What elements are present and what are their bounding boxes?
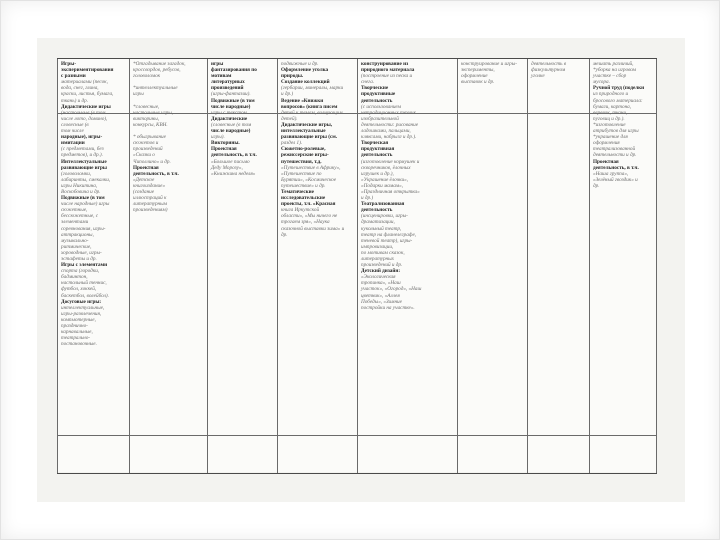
table-column-8 [589,59,657,473]
cell-text-line: деятельность, в т.ч. [133,170,179,177]
cell-text-line: карнавальные, [61,329,93,336]
cell-text-line: числе народные) игры [61,201,110,208]
cell-text-line: бумаги, картона, [593,103,632,110]
cell-text-line: «Экологическая [361,274,396,281]
cell-text-line: уголке [531,73,545,80]
cell-text-line: деятельность, в т.ч. [211,152,257,159]
cell-text-line: (настольные (в том [61,109,106,116]
cell-text-line: деятельности: рисование [361,121,419,128]
cell-text-line: оформление [461,73,488,80]
cell-text-line: *украшение для [593,134,628,141]
cell-text-line: Викторины. [211,140,240,147]
cell-text-line: конкурсы, КВН. [133,121,168,128]
cell-text-line: (игры-фантазии). [211,91,251,98]
cell-text-line: музыкально- [61,237,89,244]
cell-text-line: детей к темам, волнующим [281,109,343,116]
cell-text-line: веревок, ткани, [593,109,628,116]
cell-text-line: (гербарии, минералы, марки [281,85,344,92]
cell-text-line: головоломок [133,73,161,80]
cell-text-line: Проектная [211,146,237,153]
cell-text-line: предметов), и др.). [61,152,103,159]
cell-text-line: «Книжкина неделя» [211,170,256,177]
cell-text-line: игры). [211,134,225,141]
cell-text-line: футбол, хоккей, [61,286,97,293]
cell-text-line: книгоиздание» [133,182,166,189]
cell-text-line: Досуговые игры: [61,298,102,305]
cell-text-line: развивающие игры [61,164,107,171]
cell-text-line: *интеллектуальные [133,85,178,92]
cell-text-line: сюжетные, [61,207,88,214]
cell-text-line: деятельность [361,152,393,159]
cell-text-line: режиссерские игры- [281,152,329,159]
cell-text-line: сюжетов и [133,140,159,147]
cell-text-line: том числе [61,128,84,135]
cell-text-line: * обыгрывание [133,134,166,141]
cell-text-line: деятельность, в т.ч. [593,164,639,171]
cell-text-line: празднично- [61,323,88,330]
cell-text-line: (создание [133,188,155,195]
cell-text-line: компьютерные, [61,316,96,323]
cell-text-line: произведений [133,146,163,153]
cell-text-line: литературных [211,79,245,86]
cell-text-line: вопросов» (книга писем [281,103,338,110]
cell-text-line: бадминтон, [61,274,88,281]
cell-text-line: развивающие игры (см. [281,134,338,141]
cell-text-line: игры [211,61,224,67]
cell-text-line: атрибутов для игры [593,128,639,135]
cell-text-line: конструирование из [361,61,409,67]
cell-text-line: викторины, [133,115,160,122]
cell-text-line: «Украшение ёлочки», [361,176,409,183]
cell-text-line: деятельность [361,97,393,104]
table-grid [57,58,657,474]
cell-text-line: игры-развлечения, [61,310,102,317]
cell-text-line: аттракционы, [61,231,94,238]
cell-text-line: подвижные и др. [281,61,319,67]
cell-text-line: числе народные) [211,103,251,110]
cell-text-line: произведений [211,85,244,92]
scanned-page [37,38,685,502]
cell-text-line: театрализованной [593,146,636,153]
cell-text-line: «Путешествие в Африку», [281,164,341,171]
cell-text-line: литературным [133,201,167,208]
cell-text-line: *изготовление [593,121,626,128]
cell-text-line: постановочные. [61,341,97,348]
cell-text-line: Подвижные (в том [61,195,105,202]
cell-text-line: настольные игры, [133,109,174,116]
cell-text-line: (с использованием [361,103,401,110]
cell-text-line: (изготовление кормушек и [361,158,420,165]
cell-text-line: «Сказки о [133,152,155,159]
cell-text-line: театр на фланелеграфе, [361,231,417,238]
cell-text-line: Интеллектуальные [61,158,107,165]
cell-text-line: физкультурном [531,67,566,74]
cell-text-line: «Наша группа», [593,170,629,177]
cell-text-line: краски, листья, бумага, [61,91,114,98]
cell-text-line: Создание коллекций [281,79,330,86]
cell-text-line: нетрадиционных техник [361,109,416,116]
cell-text-line: игрушек и др.), [361,170,394,177]
cell-text-line: произведений и др. [361,262,403,269]
cell-text-line: *Отгадывание загадок, [133,61,186,67]
table-column-1 [57,59,129,473]
cell-text-line: литературных [361,256,394,262]
table-column-3 [207,59,277,473]
cell-text-line: мешать различий, [593,61,634,67]
cell-text-line: *словесные, [133,103,160,110]
cell-text-line: др. [593,182,600,189]
cell-text-line: (построение из песка и [361,73,413,80]
cell-text-line: Театрализованная [361,201,405,208]
cell-text-line: мотивам [211,73,232,80]
cell-text-line: Тематические [281,188,314,195]
cell-text-line: «Подарки мамам», [361,182,404,189]
table-column-2 [129,59,207,473]
cell-text-line: участке – сбор [593,73,627,80]
cell-text-line: детей). [281,115,298,122]
cell-text-line: скворечников, ёлочных [361,164,411,171]
cell-text-line: кроссвордов, ребусов, [133,67,181,74]
cell-text-line: теневой театр), игры- [361,237,413,244]
cell-text-line: сказочной выставки зима» и [281,225,345,232]
cell-text-line: постройки на участке». [361,304,415,311]
cell-text-line: (словесные (в том [211,121,252,128]
cell-text-line: Проектная [133,164,159,171]
cell-text-line: имитации [61,140,85,147]
cell-text-line: импровизации, [361,243,394,250]
table-column-6 [457,59,527,473]
cell-text-line: книга Иркутской [281,207,320,214]
cell-text-line: соревнования, игры- [61,225,106,232]
cell-text-line: Творческая [361,140,389,147]
cell-text-line: Воскобовича и др. [61,188,101,195]
cell-text-line: мусора. [593,79,610,86]
cell-text-line: др. [281,231,288,238]
table-column-7 [527,59,589,473]
cell-text-line: драматизации, [361,219,395,226]
cell-text-line: Сюжетно-ролевые, [281,146,326,153]
cell-text-line: эстафеты и др. [61,256,97,262]
cell-text-line: хороводные, игры- [61,249,102,256]
cell-text-line: исследовательские [281,195,326,202]
cell-text-line: числе народные) [211,128,251,135]
cell-text-line: элементами [61,219,89,226]
cell-text-line: пуговиц и др.). [593,115,625,122]
cell-text-line: игры Никитина, [61,182,98,189]
cell-text-line: интеллектуальные, [61,304,105,311]
cell-text-line: деятельности и др. [593,152,637,159]
cell-text-line: настольный теннис, [61,280,107,287]
cell-text-line: «Праздничная открытка» [361,188,420,195]
cell-text-line: природного материала [361,67,415,74]
cell-text-line: и др.) [361,195,374,202]
cell-text-line: участок», «Огород», «Наш [361,286,422,293]
cell-text-line: эксперименты, [461,67,495,74]
cell-text-line: продуктивные [361,91,396,98]
cell-text-line: кляксами, набрызг и др.). [361,134,417,141]
cell-text-line: Игры- [61,61,77,67]
cell-text-line: ткань) и др. [61,97,89,104]
cell-text-line: произведениям) [133,207,168,214]
cell-text-line: Детский дизайн: [361,268,401,275]
cell-text-line: Оформление уголка [281,67,329,74]
cell-text-line: трогаем зря», «Наука [281,219,330,226]
cell-text-line: Ручной труд (поделки [593,85,645,92]
cell-text-line: Дидактические игры, [281,121,333,128]
cell-text-line: оформления [593,140,620,147]
cell-text-line: из природного и [593,91,629,98]
cell-text-line: Проектная [593,158,619,165]
table-area [57,58,657,472]
cell-text-line: *уборка на игровом [593,67,636,74]
cell-text-line: (головоломки, [61,170,92,177]
cell-text-line: «Зелёный гвоздик» и [593,176,638,183]
cell-text-line: бросового материала: [593,97,643,104]
cell-text-line: Творческие [361,85,389,92]
cell-text-line: природы. [281,73,304,80]
cell-text-line: конструирование и игры- [461,61,517,67]
cell-text-line: проекты, т.ч. «Красная [281,201,336,208]
cell-text-line: путешествия, т.д. [281,158,322,165]
cell-text-line: Дидактические [211,115,248,122]
cell-text-line: снега. [361,79,375,86]
cell-text-line: ладошками, пальцами, [361,128,411,135]
cell-text-line: деятельность [361,207,393,214]
cell-text-line: игры с текстом. [211,109,248,116]
cell-text-line: тропинка», «Наш [361,280,401,287]
cell-text-line: Дидактические игры [61,103,111,110]
cell-text-line: Деду Морозу», [211,164,243,171]
cell-text-line: (с предметами, без [61,146,104,153]
cell-text-line: лабиринты, смекалки, [61,176,111,183]
table-column-5 [357,59,457,473]
cell-text-line: и др.) [281,91,294,98]
cell-text-line: (инсценировки, игры- [361,213,408,220]
cell-text-line: игры [133,91,144,98]
cell-text-line: баскетбол, волейбол). [61,292,109,299]
cell-text-line: с разными [61,73,86,80]
cell-text-line: фантазирования по [211,67,257,74]
cell-text-line: раздел 1). [281,140,303,147]
cell-text-line: деятельность в [531,61,567,67]
cell-text-line: материалами (песок, [61,79,108,86]
cell-text-line: выставок и др. [461,79,495,86]
cell-text-line: цветник», «Аллея [361,292,400,299]
cell-text-line: народные), игры- [61,134,103,141]
table-column-4 [277,59,357,473]
cell-text-line: спорта (городки, [61,268,100,275]
cell-text-line: Чиполлино» и др. [133,158,171,165]
cell-text-line: Победы», «Зимние [361,298,402,305]
cell-text-line: путешествие» и др. [281,182,326,189]
cell-text-line: экспериментирования [61,67,114,74]
cell-text-line: интеллектуальные [281,128,326,135]
cell-text-line: словесные (в [61,121,89,128]
cell-text-line: вода, снег, глина, [61,85,99,92]
cell-text-line: продуктивная [361,146,395,153]
cell-text-line: «Детское [133,176,155,183]
cell-text-line: иллюстраций к [133,195,167,202]
cell-text-line: «Путешествие по [281,170,322,177]
cell-text-line: Бурятии», «Космическое [281,176,337,183]
cell-text-line: по мотивам сказок, [361,249,405,256]
cell-text-line: бессюжетные, с [61,213,99,220]
cell-text-line: изобразительной [361,115,399,122]
cell-text-line: «Большое письмо [211,158,250,165]
cell-text-line: Игры с элементами [61,262,108,269]
cell-text-line: числе лото, домино), [61,115,108,122]
cell-text-line: области», «Мы ничего не [281,213,338,220]
cell-text-line: кукольный театр, [361,225,402,232]
cell-text-line: ритмические, [61,243,92,250]
cell-text-line: Ведение «Книжки [281,97,324,104]
cell-text-line: театрально- [61,335,91,342]
cell-text-line: Подвижные (в том [211,97,255,104]
